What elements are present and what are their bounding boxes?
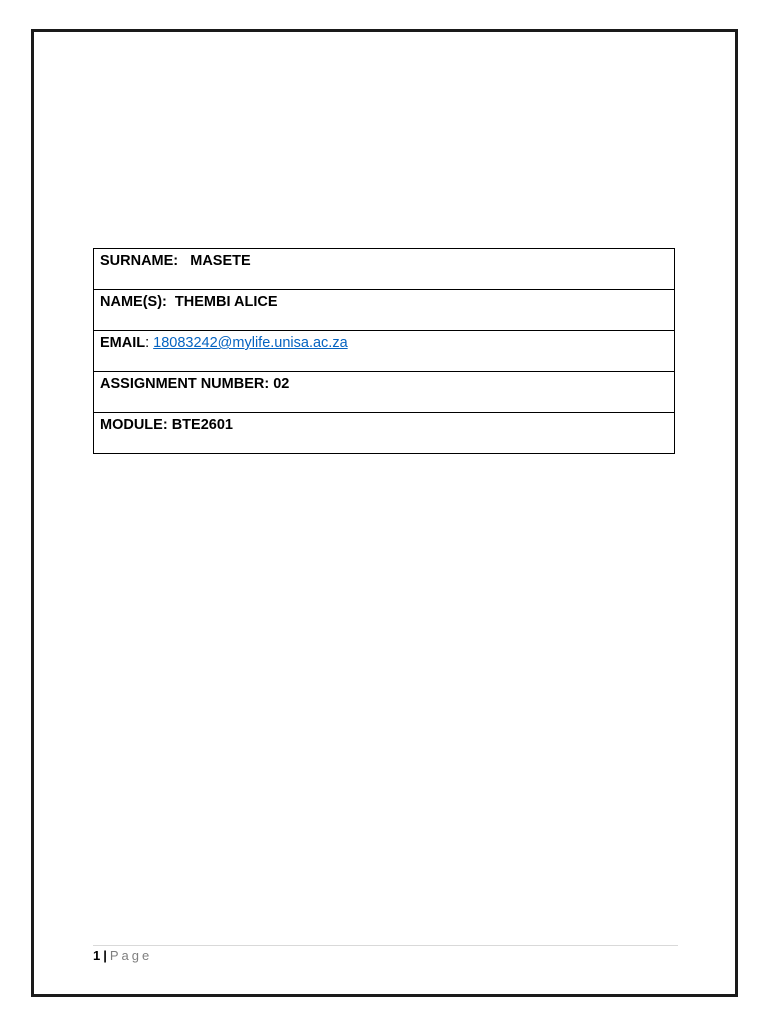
module-label: MODULE: [100, 417, 168, 433]
email-link[interactable]: 18083242@mylife.unisa.ac.za [153, 335, 348, 351]
assignment-label: ASSIGNMENT NUMBER: [100, 376, 270, 392]
page-word: Page [109, 948, 153, 963]
page-border [31, 29, 738, 997]
names-label: NAME(S): [100, 294, 167, 310]
names-cell [94, 290, 675, 331]
names-value: THEMBI ALICE [174, 294, 278, 310]
table-row-email [94, 331, 675, 372]
surname-value: MASETE [190, 253, 251, 269]
email-label: EMAIL [100, 335, 146, 351]
page-number: 1 [93, 948, 101, 963]
table-row-module [94, 413, 675, 454]
footer-separator: | [103, 948, 107, 963]
table-row-assignment [94, 372, 675, 413]
assignment-cell [94, 372, 675, 413]
module-cell [94, 413, 675, 454]
footer-divider [93, 945, 678, 946]
module-value: BTE2601 [171, 417, 233, 433]
table-row-names [94, 290, 675, 331]
table-row-surname [94, 249, 675, 290]
surname-cell [94, 249, 675, 290]
student-info-table [93, 248, 675, 454]
email-colon: : [145, 335, 150, 351]
email-cell [94, 331, 675, 372]
page-footer [93, 948, 152, 964]
assignment-value: 02 [273, 376, 290, 392]
surname-label: SURNAME: [100, 253, 179, 269]
